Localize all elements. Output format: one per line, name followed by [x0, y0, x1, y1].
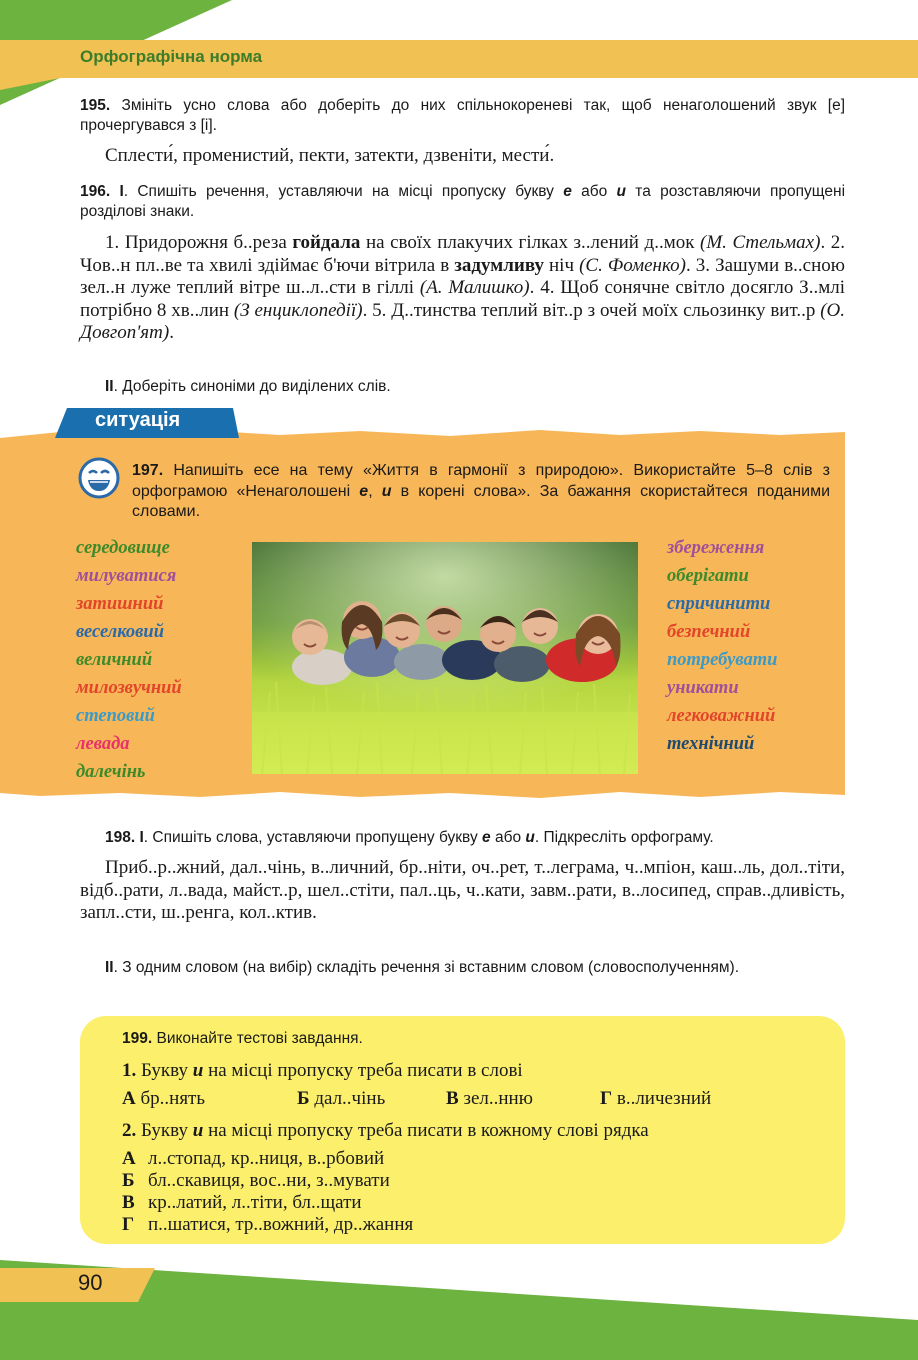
- author: (З енциклопедії): [233, 299, 363, 321]
- footer-decoration: [0, 1240, 918, 1360]
- word-item: потребувати: [667, 650, 778, 670]
- ex196-part2: ІІ. Доберіть синоніми до виділених слів.: [105, 378, 391, 395]
- answer-option[interactable]: В кр..латий, л..тіти, бл..щати: [122, 1192, 362, 1213]
- highlighted-word: задумливу: [454, 254, 544, 276]
- answer-option[interactable]: В зел..нню: [446, 1088, 533, 1109]
- children-on-grass-photo: [252, 542, 638, 774]
- word-item: левада: [76, 734, 130, 754]
- word-item: безпечний: [667, 622, 751, 642]
- ex198-part2: ІІ. З одним словом (на вибір) складіть речення зі вставним словом (словосполученням).: [105, 959, 740, 976]
- word-item: збереження: [667, 538, 765, 558]
- word-item: технічний: [667, 734, 755, 754]
- ex198-words: Приб..р..жний, дал..чінь, в..личний, бр..ніти, оч..рет, т..леграма, ч..мпіон, каш..ль, дол..тіти, відб..рати, л..вада, майст..р, шел..стіти, пал..ць, ч..кати, завм..рати, в..лосипед, справ..дливість, запл..сти, ш..ренга, кол..ктив.: [80, 857, 845, 923]
- ex198-instruction: 198. І. Спишіть слова, уставляючи пропущену букву е або и. Підкресліть орфограму.: [105, 829, 714, 846]
- ex195-words: Сплести́, променистий, пекти, затекти, дзвеніти, мести́.: [105, 145, 555, 166]
- word-item: затишний: [76, 594, 164, 614]
- word-item: далечінь: [76, 762, 146, 782]
- highlighted-word: гойдала: [292, 232, 361, 253]
- ex195-number: 195.: [80, 97, 111, 114]
- situation-label: ситуація: [95, 409, 181, 431]
- ex197-instruction: 197. Напишіть есе на тему «Життя в гармонії з природою». Використайте 5–8 слів з орфограмою «Ненаголошені е, и в корені слова». За бажання скористайтеся поданими словами.: [132, 462, 831, 520]
- answer-option[interactable]: А бр..нять: [122, 1088, 206, 1109]
- ex196-instruction: 196. І. Спишіть речення, уставляючи на місці пропуску букву е або и та розставляючи пропущені розділові знаки.: [80, 183, 846, 220]
- author: (С. Фоменко): [579, 254, 686, 276]
- page-number: 90: [78, 1270, 103, 1295]
- answer-option[interactable]: Б дал..чінь: [297, 1088, 386, 1109]
- answer-option[interactable]: Б бл..скавиця, вос..ни, з..мувати: [122, 1170, 390, 1191]
- ex199-instruction: 199. Виконайте тестові завдання.: [122, 1030, 363, 1047]
- answer-option[interactable]: А л..стопад, кр..ниця, в..рбовий: [122, 1148, 385, 1169]
- answer-option[interactable]: Г в..личезний: [600, 1088, 712, 1109]
- header-title: Орфографічна норма: [80, 47, 263, 66]
- author: (О. Довгоп'ят): [80, 299, 845, 343]
- word-item: спричинити: [667, 594, 771, 614]
- question-1: 1. Букву и на місці пропуску треба писати в слові: [122, 1060, 523, 1081]
- author: (А. Малишко): [419, 277, 530, 298]
- smiley-icon: [77, 456, 121, 500]
- word-item: милозвучний: [76, 678, 182, 698]
- word-item: милуватися: [76, 566, 177, 586]
- question-2: 2. Букву и на місці пропуску треба писати в кожному слові рядка: [122, 1120, 649, 1141]
- word-item: уникати: [667, 678, 739, 698]
- ex196-text: 1. Придорожня б..реза гойдала на своїх плакучих гілках з..лений д..мок (М. Стельмах). 2. Чов..н пл..ве та хвилі здіймає б'ючи вітрила в задумливу ніч (С. Фоменко). 3. Зашуми в..сною зел..н луже теплий вітре ш..л..сти в гіллі (А. Малишко). 4. Щоб сонячне світло досягло З..млі потрібно 8 хв..лин (З енциклопедії). 5. Д..тинства теплий віт..р з очей моїх сльозинку вит..р (О. Довгоп'ят).: [80, 232, 845, 343]
- word-item: середовище: [76, 538, 170, 558]
- author: (М. Стельмах): [700, 232, 821, 253]
- word-item: степовий: [76, 706, 155, 726]
- word-item: легковажний: [667, 706, 776, 726]
- ex195-instruction: 195. Змініть усно слова або доберіть до них спільнокореневі так, щоб ненаголошений звук [е] прочергувався з [і].: [80, 97, 845, 134]
- word-item: веселковий: [76, 622, 164, 642]
- answer-option[interactable]: Г п..шатися, тр..вожний, др..жання: [122, 1214, 414, 1235]
- word-item: оберігати: [667, 566, 749, 586]
- word-item: величний: [76, 650, 153, 670]
